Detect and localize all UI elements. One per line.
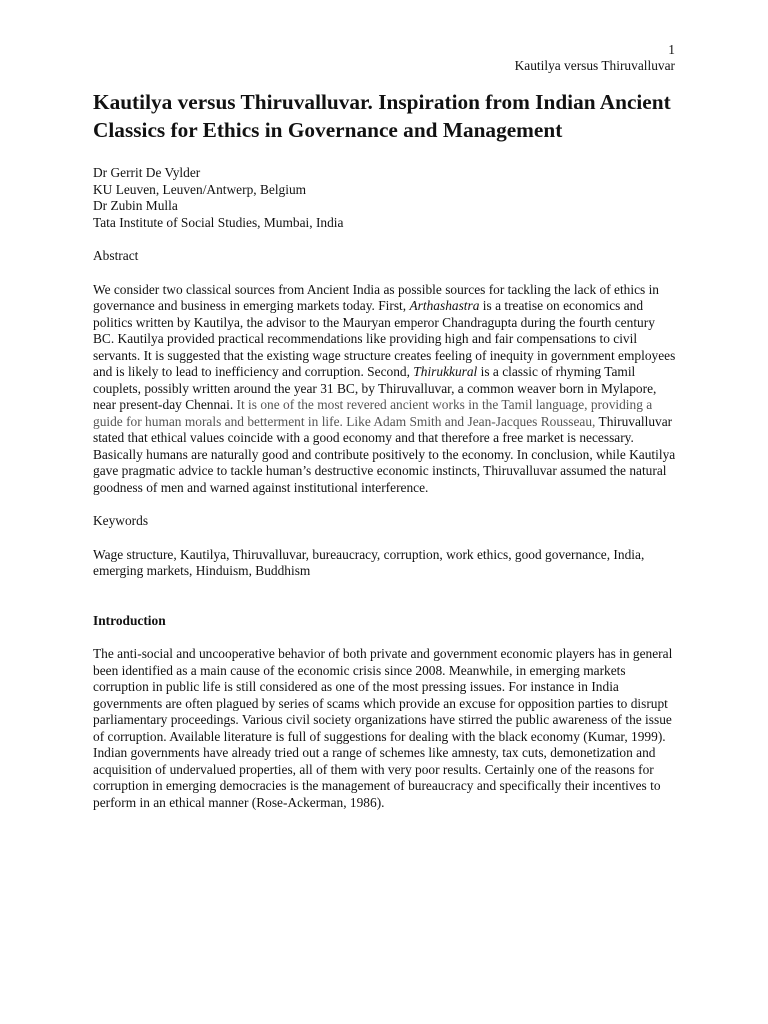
keywords-text: Wage structure, Kautilya, Thiruvalluvar, bureaucracy, corruption, work ethics, good governance, India, emerging markets, Hinduism, Buddhism [93,546,645,578]
paper-title: Kautilya versus Thiruvalluvar. Inspiration from Indian Ancient Classics for Ethics in Governance and Management [93,90,671,142]
abstract-text [93,282,678,497]
author-name: Dr Zubin Mulla [93,198,178,213]
author-affiliation: Tata Institute of Social Studies, Mumbai, India [93,214,344,230]
running-header [515,42,675,74]
page-number: 1 [668,42,675,57]
author-name: Dr Gerrit De Vylder [93,165,201,180]
abstract-quoted-segment: It is one of the most revered ancient works in the Tamil language, providing a guide for human morals and betterment in life. Like Adam Smith and Jean-Jacques Rousseau, [93,397,653,429]
author-block [93,165,678,231]
abstract-segment: is a classic of rhyming Tamil couplets, possibly written around the year 31 BC, by Thiruvalluvar, a common weaver born in Mylapore, near present-day Chennai. [93,364,657,412]
introduction-text: The anti-social and uncooperative behavior of both private and government economic players has in general been identified as a main cause of the economic crisis since 2008. Meanwhile, in emerging markets corruption in public life is still considered as one of the most pressing issues. For instance in India governments are often plagued by series of scams which provide an excuse for opposition parties to disrupt parliamentary proceedings. Various civil society organizations have stirred the public awareness of the issue of corruption. Available literature is full of suggestions for dealing with the black economy (Kumar, 1999). Indian governments have already tried out a range of schemes like amnesty, tax cuts, demonetization and acquisition of undervalued properties, all of them with very poor results. Certainly one of the reasons for corruption in emerging democracies is the management of bureaucracy and specifically their incentives to perform in an ethical manner (Rose-Ackerman, 1986). [93,646,673,810]
author-affiliation: KU Leuven, Leuven/Antwerp, Belgium [93,181,307,197]
abstract-segment: is a treatise on economics and politics written by Kautilya, the advisor to the Mauryan emperor Chandragupta during the fourth century BC. Kautilya provided practical recommendations like providing high and fair compensations to civil servants. It is suggested that the existing wage structure creates feeling of inequity in government employees and is likely to lead to inefficiency and corruption. Second, [93,298,676,379]
abstract-segment: We consider two classical sources from Ancient India as possible sources for tackling the lack of ethics in governance and business in emerging markets today. First, [93,281,659,313]
keywords-heading: Keywords [93,513,149,528]
abstract-emphasis: Thirukkural [413,364,478,379]
running-title: Kautilya versus Thiruvalluvar [514,58,675,73]
abstract-segment: Thiruvalluvar stated that ethical values coincide with a good economy and that therefore a free market is necessary. Basically humans are naturally good and contribute positively to the economy. In conclusion, while Kautilya gave pragmatic advice to tackle human’s destructive economic instincts, Thiruvalluvar assumed the natural goodness of men and warned against institutional interference. [93,413,676,495]
introduction-heading: Introduction [93,612,166,628]
abstract-heading: Abstract [93,248,139,263]
main-content [93,88,678,811]
abstract-emphasis: Arthashastra [409,298,480,313]
